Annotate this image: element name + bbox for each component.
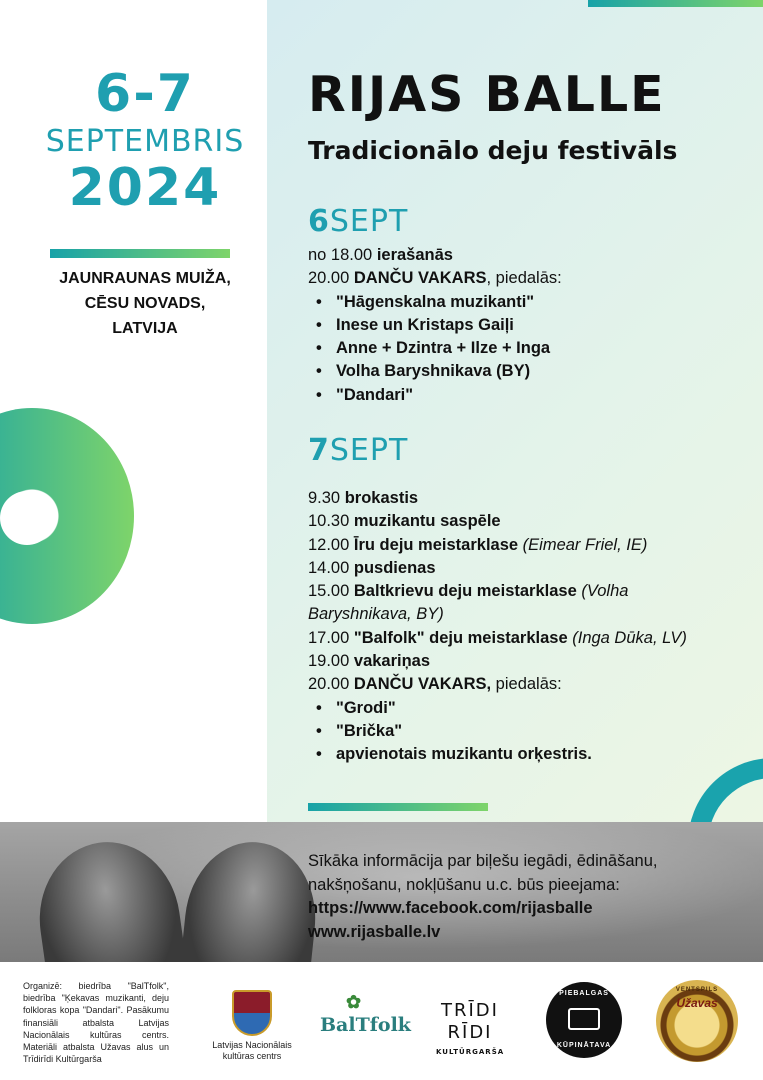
uzavas-logo: VENTSPILS Užavas [656, 980, 738, 1062]
list-item: • Anne + Dzintra + Ilze + Inga [316, 337, 562, 360]
shoes-photo [0, 822, 763, 962]
shoe-image [177, 836, 323, 962]
date-days: 6-7 [95, 64, 195, 124]
organizers-note: Organizē: biedrība "BalTfolk", biedrība "Ķekavas muzikanti, deju folkloras kopa "Dandari". Pasākumu finansiāli atbalsta Latvijas Nacionālais kultūras centrs. Materiāli atbalsta Užavas alus un Trīdirīdi Kultūrgarša [23, 981, 169, 1065]
program-row: 15.00 Baltkrievu deju meistarklase (Volha Baryshnikava, BY) [308, 582, 629, 624]
date-month: SEPTEMBRIS [45, 124, 245, 159]
balfolk-logo: ✿ BalTfolk [320, 992, 411, 1036]
location-line: JAUNRAUNAS MUIŽA, [59, 270, 231, 287]
top-accent-bar [588, 0, 763, 7]
decorative-ring-left [0, 408, 134, 624]
day2-program [308, 487, 687, 767]
tridi-ridi-logo: TRĪDI RĪDI KULTŪRGARŠA [436, 1000, 505, 1056]
left-accent-bar [50, 249, 230, 258]
bottom-accent-bar [308, 803, 488, 811]
website-link[interactable]: www.rijasballe.lv [308, 922, 441, 941]
shoe-image [30, 833, 191, 962]
list-item: • Inese un Kristaps Gaiļi [316, 314, 562, 337]
list-item: • "Hāgenskalna muzikanti" [316, 291, 562, 314]
lnkc-name: Latvijas Nacionālais kultūras centrs [212, 1040, 292, 1061]
day1-heading: 6SEPT [308, 204, 409, 239]
program-row: 19.00 vakariņas [308, 652, 431, 671]
day1-performers [308, 291, 562, 407]
event-title: RIJAS BALLE [308, 66, 666, 123]
footer [0, 962, 763, 1080]
location-line: CĒSU NOVADS, [84, 295, 206, 312]
event-subtitle: Tradicionālo deju festivāls [308, 136, 678, 165]
list-item: • Volha Baryshnikava (BY) [316, 360, 562, 383]
day2-performers [308, 697, 687, 767]
location-line: LATVIJA [112, 320, 178, 337]
list-item: • "Dandari" [316, 384, 562, 407]
location [0, 266, 290, 341]
program-row: 20.00 DANČU VAKARS, piedalās: [308, 675, 562, 694]
program-row: no 18.00 ierašanās [308, 246, 453, 264]
program-row: 17.00 "Balfolk" deju meistarklase (Inga Dūka, LV) [308, 628, 687, 647]
list-item: • apvienotais muzikantu orķestris. [316, 743, 687, 766]
smokehouse-icon [568, 1008, 600, 1030]
date-year: 2024 [68, 158, 222, 218]
day2-heading: 7SEPT [308, 433, 409, 468]
program-row: 9.30 brokastis [308, 489, 419, 507]
coat-of-arms-icon [232, 990, 272, 1036]
list-item: • "Grodi" [316, 697, 687, 720]
day1-program [308, 244, 562, 407]
info-text [308, 850, 753, 944]
facebook-link[interactable]: https://www.facebook.com/rijasballe [308, 899, 593, 917]
program-row: 20.00 DANČU VAKARS, piedalās: [308, 269, 562, 288]
lnkc-logo [212, 990, 292, 1062]
leaf-icon: ✿ [346, 992, 362, 1013]
info-description: Sīkāka informācija par biļešu iegādi, ēdināšanu, nakšņošanu, nokļūšanu u.c. būs pieejama: [308, 852, 658, 894]
program-row: 10.30 muzikantu saspēle [308, 512, 501, 531]
program-row: 14.00 pusdienas [308, 558, 436, 577]
piebalgas-kupinatava-logo: PIEBALGAS KŪPINĀTAVA [546, 982, 622, 1058]
list-item: • "Brička" [316, 720, 687, 743]
program-row: 12.00 Īru deju meistarklase (Eimear Friel, IE) [308, 535, 648, 554]
